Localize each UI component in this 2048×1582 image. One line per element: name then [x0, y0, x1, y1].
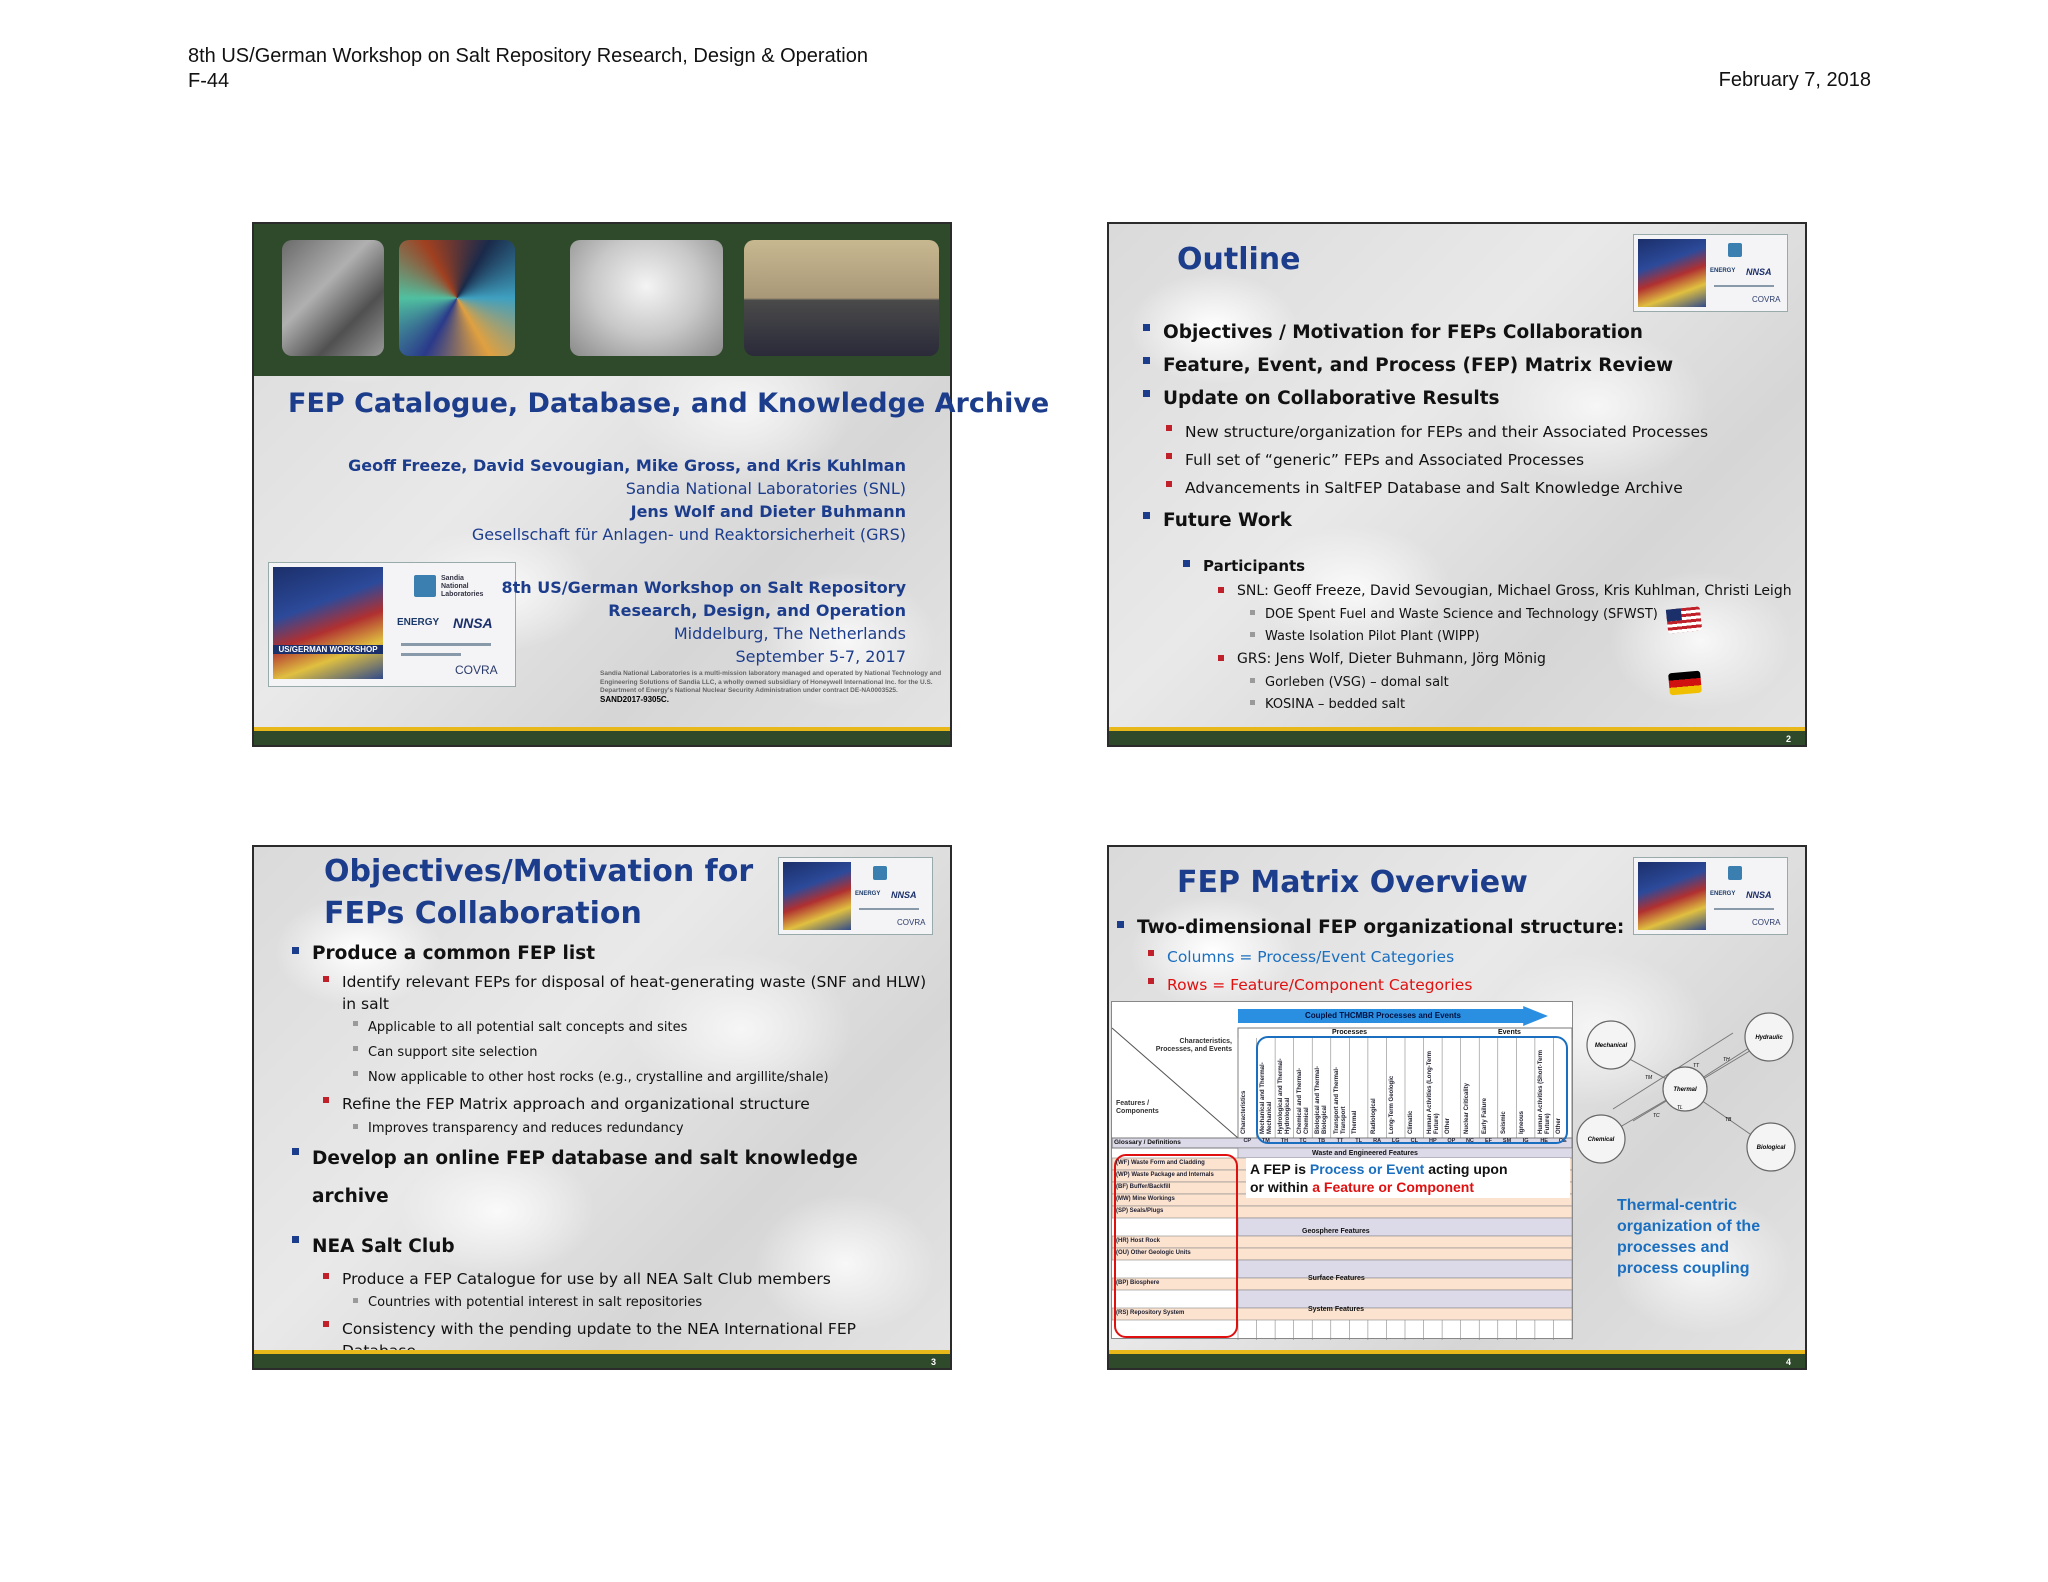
partner-logos-row-2: [401, 653, 461, 656]
nnsa-logo: NNSA: [1746, 267, 1772, 277]
section-system: System Features: [1308, 1306, 1365, 1313]
usa-flag-icon: [1666, 606, 1702, 633]
section-surface: Surface Features: [1308, 1275, 1365, 1282]
grs-participants: [1215, 648, 1815, 670]
objective-subsubitem: Applicable to all potential salt concepts and sites: [350, 1015, 930, 1040]
workshop-logo: [268, 562, 516, 687]
workshop-info: [502, 576, 907, 668]
page-date: February 7, 2018: [1718, 69, 1871, 91]
outline-item-future: Future Work: [1141, 504, 1292, 537]
column-code: TH: [1280, 1138, 1289, 1144]
grs-program: KOSINA – bedded salt: [1247, 694, 1767, 716]
section-geosphere: Geosphere Features: [1302, 1228, 1370, 1235]
row-label: (BF) Buffer/Backfill: [1116, 1184, 1171, 1190]
nnsa-logo: NNSA: [453, 615, 493, 631]
slide-4-heading: FEP Matrix Overview: [1177, 865, 1528, 900]
participants-list: [1181, 552, 1801, 580]
objective-subsubitem: Can support site selection: [350, 1040, 930, 1065]
workshop-location: Middelburg, The Netherlands: [673, 624, 906, 643]
fep-definition: [1246, 1158, 1570, 1198]
column-code: OP: [1447, 1138, 1456, 1144]
coupling-code: TM: [1645, 1075, 1653, 1081]
sandia-disclaimer: [600, 670, 942, 705]
slide-4-fep-matrix: [1107, 845, 1807, 1370]
column-header: Seismic: [1500, 1111, 1507, 1134]
column-code: TC: [1299, 1138, 1307, 1144]
column-code: TL: [1355, 1138, 1362, 1144]
row-label: (RS) Repository System: [1116, 1310, 1185, 1316]
column-code: SM: [1502, 1138, 1512, 1144]
column-code: EF: [1484, 1138, 1492, 1144]
matrix-bullet: Two-dimensional FEP organizational structure:: [1115, 913, 1635, 943]
column-header: Human Activities (Long-Term Future): [1426, 1050, 1440, 1134]
column-code: HP: [1429, 1138, 1437, 1144]
coupling-code: TL: [1677, 1105, 1683, 1111]
objective-item: Develop an online FEP database and salt knowledge archive: [290, 1140, 930, 1216]
row-label: (MW) Mine Workings: [1116, 1196, 1175, 1202]
column-header: Radiological: [1370, 1098, 1377, 1134]
objective-subitem: Consistency with the pending update to the NEA International FEP: [320, 1314, 880, 1362]
outline-subitem: Advancements in SaltFEP Database and Salt Knowledge Archive: [1163, 474, 1763, 502]
partner-logos-row: [1714, 908, 1774, 910]
nnsa-logo: NNSA: [1746, 890, 1772, 900]
slide-3-objectives: [252, 845, 952, 1370]
outline-item: Update on Collaborative Results: [1141, 382, 1701, 415]
column-header: Thermal: [1352, 1110, 1359, 1134]
doe-energy-logo: ENERGY: [1710, 268, 1736, 274]
column-header: Human Activities (Short-Term Future): [1537, 1049, 1551, 1134]
fep-def-part: A FEP is: [1250, 1161, 1310, 1177]
objectives-list: [290, 939, 930, 1362]
doe-energy-logo: ENERGY: [855, 891, 881, 897]
coupling-code: TC: [1653, 1113, 1660, 1119]
slide-3-heading-line-1: Objectives/Motivation for: [324, 854, 754, 889]
grs-org: Gesellschaft für Anlagen- und Reaktorsicherheit (GRS): [471, 525, 906, 544]
outline-item: Objectives / Motivation for FEPs Collaboration: [1141, 316, 1701, 349]
row-label: (BP) Biosphere: [1116, 1280, 1160, 1286]
column-code: CL: [1410, 1138, 1418, 1144]
snl-participant-line: SNL: Geoff Freeze, David Sevougian, Michael Gross, Kris Kuhlman, Christi Leigh: [1215, 580, 1815, 602]
coupling-node-label: Biological: [1756, 1145, 1786, 1151]
column-code: TM: [1261, 1138, 1270, 1144]
snl-program: DOE Spent Fuel and Waste Science and Technology (SFWST): [1247, 604, 1767, 626]
row-label: (OU) Other Geologic Units: [1116, 1250, 1191, 1256]
covra-logo: COVRA: [897, 918, 926, 927]
germany-flag-icon: [1668, 671, 1702, 696]
mine-tunnel-photo: [570, 240, 723, 356]
slide-3-heading: [324, 851, 753, 935]
author-block: [348, 454, 906, 546]
workshop-flag-image: [783, 862, 851, 930]
slide-number: 2: [1785, 734, 1791, 744]
corner-top-label: Characteristics, Processes, and Events: [1155, 1038, 1232, 1053]
fep-def-part: acting upon: [1424, 1161, 1508, 1177]
column-header: Other: [1556, 1117, 1563, 1134]
outline-future: [1141, 504, 1292, 537]
covra-logo: COVRA: [455, 663, 498, 677]
partner-logos-row: [401, 643, 491, 646]
workshop-name-1: 8th US/German Workshop on Salt Repository: [501, 578, 906, 597]
covra-logo: COVRA: [1752, 295, 1781, 304]
workshop-header-line: 8th US/German Workshop on Salt Repository Research, Design & Operation: [188, 45, 868, 67]
disclaimer-text: Sandia National Laboratories is a multi-mission laboratory managed and operated by National Technology and Engineering Solutions of Sandia LLC, a wholly owned subsidiary of Honeywell International Inc. for the U.S. Department of Energy's National Nuclear Security Administration under contract DE-NA0003525.: [600, 670, 942, 694]
thermal-coupling-diagram: [1573, 1009, 1803, 1179]
column-header: Long-Term Geologic: [1389, 1075, 1396, 1134]
column-header: Nuclear Criticality: [1463, 1082, 1470, 1134]
objective-item: NEA Salt Club: [290, 1228, 930, 1266]
column-code: LG: [1391, 1138, 1400, 1144]
column-code: NC: [1465, 1138, 1474, 1144]
corner-bottom-label: Features / Components: [1116, 1100, 1159, 1115]
partner-logos-row: [859, 908, 919, 910]
row-label: (WP) Waste Package and Internals: [1116, 1172, 1214, 1178]
fep-matrix-figure: [1111, 1001, 1573, 1339]
snl-participants: [1215, 580, 1815, 602]
salt-cavern-photo: [282, 240, 384, 356]
outline-list: [1141, 316, 1701, 415]
slide-1-footer: [254, 727, 950, 745]
sandia-logo-icon: [873, 866, 887, 880]
column-header: Mechanical and Thermal-Mechanical: [1259, 1062, 1273, 1134]
thermal-centric-note: Thermal-centric organization of the processes and process coupling: [1617, 1197, 1761, 1277]
page-id: F-44: [188, 70, 230, 92]
coupling-code: TB: [1725, 1117, 1732, 1123]
fep-def-part: or within: [1250, 1179, 1313, 1195]
page-header: [188, 44, 868, 94]
row-label: (SP) Seals/Plugs: [1116, 1208, 1164, 1214]
coupling-node-label: Mechanical: [1594, 1043, 1628, 1049]
salt-crystal-photo: [399, 240, 515, 356]
nnsa-logo: NNSA: [891, 890, 917, 900]
matrix-subbullets: [1145, 943, 1565, 999]
coupling-node-label: Chemical: [1587, 1137, 1615, 1143]
section-waste: Waste and Engineered Features: [1312, 1150, 1418, 1157]
column-header: Early Failure: [1482, 1097, 1489, 1134]
sandia-logo-icon: [414, 575, 436, 597]
snl-org: Sandia National Laboratories (SNL): [625, 479, 906, 498]
column-header: Igneous: [1519, 1110, 1526, 1134]
section-band: [1238, 1290, 1572, 1308]
column-code: HE: [1540, 1138, 1548, 1144]
coupling-code: TH: [1723, 1057, 1730, 1063]
slide-3-footer: [254, 1350, 950, 1368]
slide-1-title: [252, 222, 1050, 747]
doe-energy-logo: ENERGY: [1710, 891, 1736, 897]
covra-logo: COVRA: [1752, 918, 1781, 927]
workshop-flag-image: [1638, 862, 1706, 930]
slide-2-outline: [1107, 222, 1807, 747]
objective-subitem: Refine the FEP Matrix approach and organizational structure: [320, 1090, 930, 1118]
section-band: [1238, 1260, 1572, 1278]
column-code: OE: [1558, 1138, 1567, 1144]
row-label: (WF) Waste Form and Cladding: [1116, 1160, 1205, 1166]
rows-definition: Rows = Feature/Component Categories: [1145, 971, 1565, 999]
partner-logos-row: [1714, 285, 1774, 287]
objective-subitem: Produce a FEP Catalogue for use by all NEA Salt Club members: [320, 1266, 930, 1292]
column-header: Chemical and Thermal-Chemical: [1296, 1067, 1310, 1134]
column-code: IG: [1522, 1138, 1529, 1144]
coupling-node-label: Hydraulic: [1755, 1035, 1783, 1041]
row-label: (HR) Host Rock: [1116, 1238, 1161, 1244]
objective-subitem: Identify relevant FEPs for disposal of heat-generating waste (SNF and HLW) in salt: [320, 969, 930, 1015]
slide-2-footer: [1109, 727, 1805, 745]
column-code: TT: [1336, 1138, 1344, 1144]
workshop-logo-small: [1633, 234, 1788, 312]
fep-def-feature: a Feature or Component: [1312, 1179, 1475, 1195]
column-code: CP: [1243, 1138, 1252, 1144]
column-code: TB: [1317, 1138, 1326, 1144]
participants-heading: Participants: [1181, 552, 1801, 580]
column-code: RA: [1373, 1138, 1382, 1144]
slide-4-footer: [1109, 1350, 1805, 1368]
sandia-logo-text: Sandia National Laboratories: [441, 575, 484, 598]
fep-def-process: Process or Event: [1309, 1161, 1425, 1177]
slide-2-heading: Outline: [1177, 242, 1301, 277]
coupling-node-label: Thermal: [1673, 1087, 1697, 1093]
sandia-logo-icon: [1728, 243, 1742, 257]
grs-participant-line: GRS: Jens Wolf, Dieter Buhmann, Jörg Mönig: [1215, 648, 1815, 670]
workshop-logo-small: [1633, 857, 1788, 935]
outline-sublist: [1163, 418, 1763, 502]
outline-subitem: Full set of “generic” FEPs and Associated Processes: [1163, 446, 1763, 474]
workshop-flag-image: [1638, 239, 1706, 307]
group-photo: [744, 240, 939, 356]
objective-subsubitem: Improves transparency and reduces redundancy: [350, 1118, 930, 1140]
objective-subsubitem: Countries with potential interest in salt repositories: [350, 1292, 930, 1314]
workshop-banner-text: US/GERMAN WORKSHOP: [273, 645, 383, 654]
coupling-code: TT: [1693, 1063, 1700, 1069]
columns-definition: Columns = Process/Event Categories: [1145, 943, 1565, 971]
slide-3-heading-line-2: FEPs Collaboration: [324, 896, 642, 931]
column-header: Other: [1445, 1117, 1452, 1134]
outline-subitem: New structure/organization for FEPs and their Associated Processes: [1163, 418, 1763, 446]
column-header: Biological and Thermal-Biological: [1315, 1065, 1329, 1134]
snl-authors: Geoff Freeze, David Sevougian, Mike Gross, and Kris Kuhlman: [348, 456, 906, 475]
outline-item: Feature, Event, and Process (FEP) Matrix Review: [1141, 349, 1701, 382]
processes-highlight: [1256, 1036, 1568, 1144]
slide-number: 3: [930, 1357, 936, 1367]
sand-number: SAND2017-9305C.: [600, 694, 669, 704]
section-band: [1238, 1218, 1572, 1236]
workshop-dates: September 5-7, 2017: [735, 647, 906, 666]
processes-label: Processes: [1332, 1029, 1368, 1036]
workshop-flag-image: [273, 567, 383, 679]
workshop-name-2: Research, Design, and Operation: [608, 601, 906, 620]
workshop-logo-small: [778, 857, 933, 935]
slide-1-heading: FEP Catalogue, Database, and Knowledge Archive: [288, 388, 1050, 419]
slide-number: 4: [1785, 1357, 1791, 1367]
column-header: Transport and Thermal-Transport: [1333, 1066, 1347, 1134]
sandia-logo-icon: [1728, 866, 1742, 880]
column-header: Characteristics: [1241, 1090, 1247, 1134]
matrix-bullets: [1115, 913, 1635, 943]
grs-program: Gorleben (VSG) – domal salt: [1247, 672, 1767, 694]
photo-banner: [254, 224, 950, 376]
snl-program: Waste Isolation Pilot Plant (WIPP): [1247, 626, 1767, 648]
doe-energy-logo: ENERGY: [397, 617, 440, 628]
grs-authors: Jens Wolf and Dieter Buhmann: [630, 502, 906, 521]
events-label: Events: [1498, 1029, 1521, 1036]
arrow-label: Coupled THCMBR Processes and Events: [1304, 1011, 1462, 1020]
column-header: Climatic: [1408, 1110, 1414, 1134]
objective-item: Produce a common FEP list: [290, 939, 930, 969]
objective-subsubitem: Now applicable to other host rocks (e.g., crystalline and argillite/shale): [350, 1065, 930, 1090]
column-header: Hydrological and Thermal-Hydrological: [1278, 1058, 1292, 1134]
glossary-label: Glossary / Definitions: [1114, 1139, 1181, 1146]
